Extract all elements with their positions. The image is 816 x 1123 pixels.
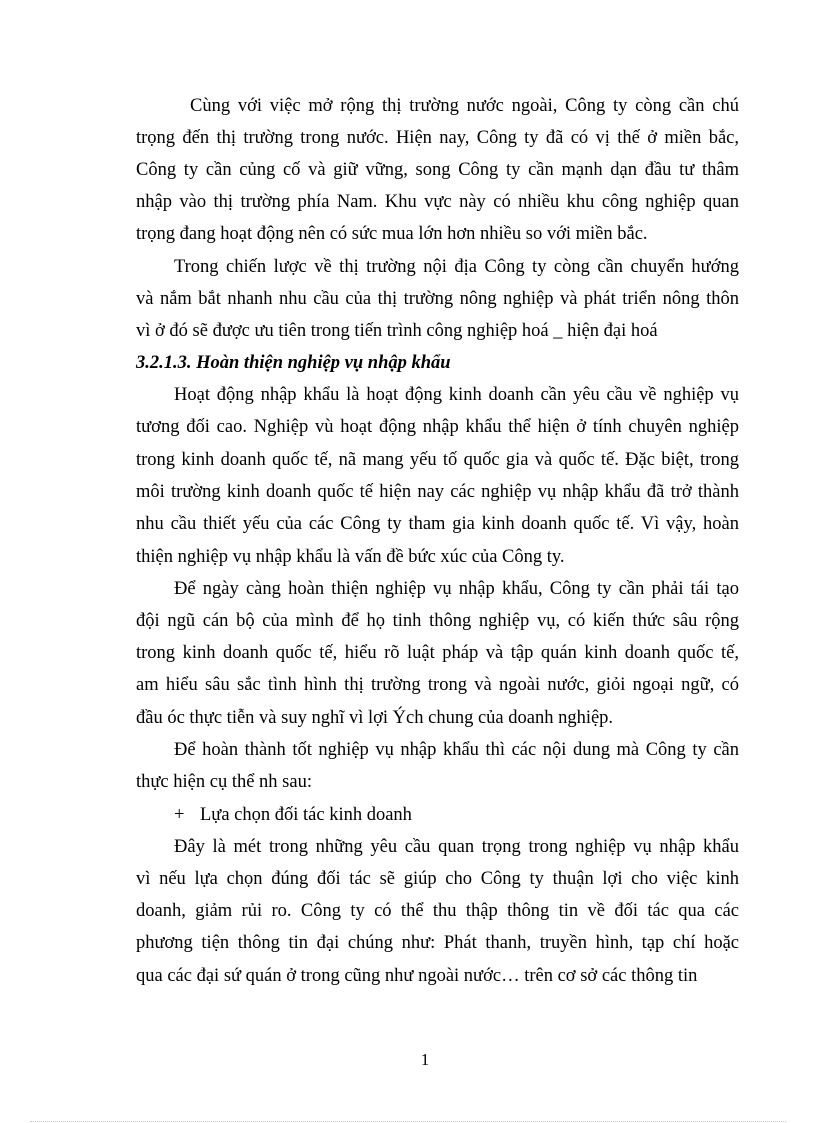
paragraph-1-line-3: Công ty cần củng cố và giữ vững, song Công ty cần mạnh dạn đầu tư thâm [136, 160, 739, 180]
paragraph-6-line-3: doanh, giảm rủi ro. Công ty có thể thu thập thông tin về đối tác qua các [136, 901, 739, 921]
page-number: 1 [420, 1050, 430, 1069]
paragraph-3-line-3: trong kinh doanh quốc tế, nã mang yếu tố quốc gia và quốc tế. Đặc biệt, trong [136, 450, 739, 470]
paragraph-3-line-1: Hoạt động nhập khẩu là hoạt động kinh doanh cần yêu cầu về nghiệp vụ [174, 385, 739, 405]
paragraph-1-line-2: trọng đến thị trường trong nước. Hiện nay, Công ty đã có vị thế ở miền bắc, [136, 128, 739, 148]
paragraph-6-line-5: qua các đại sứ quán ở trong cũng như ngoài nước… trên cơ sở các thông tin [136, 966, 698, 986]
paragraph-1-line-4: nhập vào thị trường phía Nam. Khu vực này có nhiều khu công nghiệp quan [136, 192, 739, 212]
paragraph-2-line-3: vì ở đó sẽ được ưu tiên trong tiến trình công nghiệp hoá _ hiện đại hoá [136, 321, 658, 341]
paragraph-3-line-5: nhu cầu thiết yếu của các Công ty tham gia kinh doanh quốc tế. Vì vậy, hoàn [136, 514, 739, 534]
paragraph-6-line-4: phương tiện thông tin đại chúng như: Phát thanh, truyền hình, tạp chí hoặc [136, 933, 739, 953]
paragraph-4-line-1: Để ngày càng hoàn thiện nghiệp vụ nhập khẩu, Công ty cần phải tái tạo [174, 579, 739, 599]
paragraph-3-line-4: môi trường kinh doanh quốc tế hiện nay các nghiệp vụ nhập khẩu đã trở thành [136, 482, 739, 502]
paragraph-2-line-1: Trong chiến lược về thị trường nội địa Công ty còng cần chuyển hướng [174, 257, 739, 277]
paragraph-1-line-1: Cùng với việc mở rộng thị trường nước ngoài, Công ty còng cần chú [190, 96, 739, 116]
paragraph-4-line-4: am hiểu sâu sắc tình hình thị trường trong và ngoài nước, giỏi ngoại ngữ, có [136, 675, 739, 695]
paragraph-1-line-5: trọng đang hoạt động nên có sức mua lớn hơn nhiều so với miền bắc. [136, 224, 648, 244]
section-heading: 3.2.1.3. Hoàn thiện nghiệp vụ nhập khẩu [136, 353, 451, 373]
paragraph-4-line-5: đầu óc thực tiễn và suy nghĩ vì lợi Ých chung của doanh nghiệp. [136, 708, 614, 728]
paragraph-6-line-1: Đây là mét trong những yêu cầu quan trọng trong nghiệp vụ nhập khẩu [174, 837, 739, 857]
page-bottom-divider [30, 1121, 786, 1122]
paragraph-3-line-2: tương đối cao. Nghiệp vù hoạt động nhập khẩu thể hiện ở tính chuyên nghiệp [136, 417, 739, 437]
paragraph-6-line-2: vì nếu lựa chọn đúng đối tác sẽ giúp cho Công ty thuận lợi cho việc kinh [136, 869, 739, 889]
bullet-mark: + [174, 805, 185, 825]
paragraph-4-line-3: trong kinh doanh quốc tế, hiểu rõ luật pháp và tập quán kinh doanh quốc tế, [136, 643, 739, 663]
paragraph-4-line-2: đội ngũ cán bộ của mình để họ tinh thông nghiệp vụ, có kiến thức sâu rộng [136, 611, 739, 631]
bullet-text: Lựa chọn đối tác kinh doanh [200, 805, 412, 825]
bullet-item [174, 803, 412, 827]
paragraph-2-line-2: và nắm bắt nhanh nhu cầu của thị trường nông nghiệp và phát triển nông thôn [136, 289, 739, 309]
paragraph-3-line-6: thiện nghiệp vụ nhập khẩu là vấn đề bức xúc của Công ty. [136, 547, 565, 567]
paragraph-5-line-2: thực hiện cụ thể nh sau: [136, 772, 312, 792]
paragraph-5-line-1: Để hoàn thành tốt nghiệp vụ nhập khẩu thì các nội dung mà Công ty cần [174, 740, 739, 760]
